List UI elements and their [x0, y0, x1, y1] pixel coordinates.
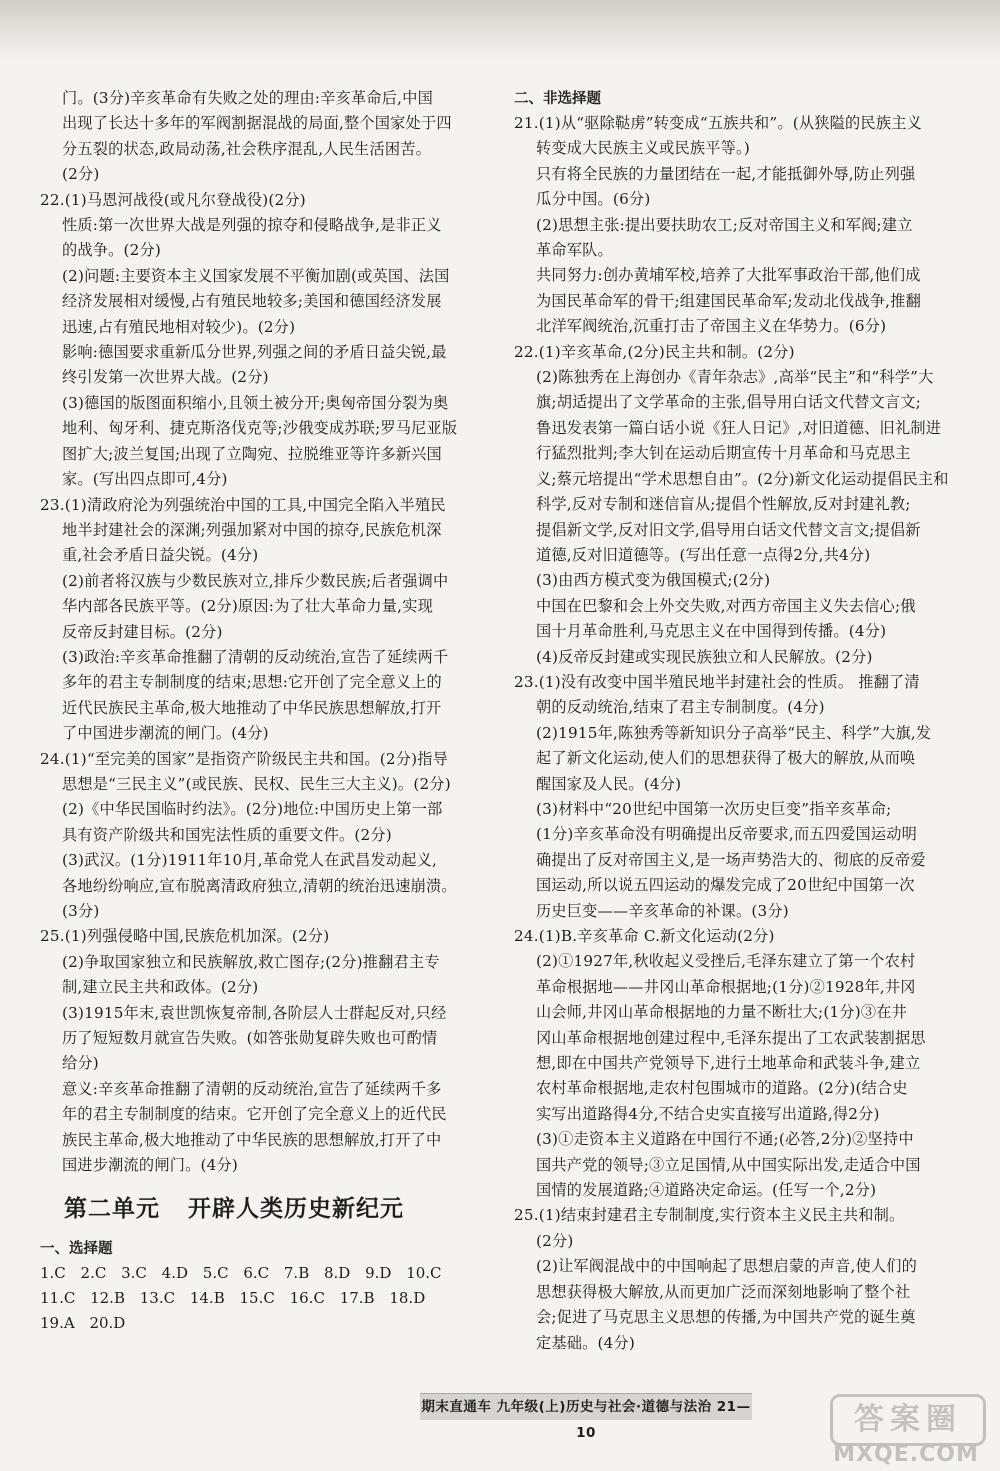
non-mc-heading: 二、非选择题: [514, 90, 601, 107]
answer-line: (2)①1927年,秋收起义受挫后,毛泽东建立了第一个农村: [536, 952, 916, 971]
answer-line: 了中国进步潮流的闸门。(4分): [62, 724, 269, 743]
left-column: [40, 86, 495, 1336]
answer-line: 25.(1)列强侵略中国,民族危机加深。(2分): [40, 927, 330, 946]
answer-line: 族民主革命,极大地推动了中华民族的思想解放,打开了中: [62, 1130, 442, 1149]
answer-line: (2)前者将汉族与少数民族对立,排斥少数民族;后者强调中: [62, 571, 449, 590]
answer-line: 国共产党的领导;③立足国情,从中国实际出发,走适合中国: [536, 1155, 921, 1174]
answer-line: 多年的君主专制制度的结束;思想:它开创了完全意义上的: [62, 673, 442, 692]
answer-line: 近代民族民主革命,极大地推动了中华民族思想解放,打开: [62, 698, 442, 717]
answer-line: (2)思想主张:提出要扶助农工;反对帝国主义和军阀;建立: [536, 215, 913, 234]
answer-line: 迅速,占有殖民地相对较少)。(2分): [62, 317, 296, 336]
answer-line: 性质:第一次世界大战是列强的掠夺和侵略战争,是非正义: [62, 216, 442, 235]
answer-line: (3)政治:辛亥革命推翻了清朝的反动统治,宣告了延续两千: [62, 647, 449, 666]
answer-line: (3)武汉。(1分)1911年10月,革命党人在武昌发动起义,: [62, 851, 438, 870]
answer-line: 道德,反对旧道德等。(写出任意一点得2分,共4分): [536, 545, 871, 564]
answer-line: 行猛烈批判;李大钊在运动后期宣传十月革命和马克思主: [536, 444, 911, 463]
left-answer-lines: [40, 86, 495, 1178]
answer-line: 分五裂的状态,政局动荡,社会秩序混乱,人民生活困苦。: [62, 139, 431, 158]
answer-line: 思想获得极大解放,从而更加广泛而深刻地影响了整个社: [536, 1282, 911, 1301]
answer-line: 22.(1)马恩河战役(或凡尔登战役)(2分): [40, 190, 306, 209]
answer-line: 23.(1)没有改变中国半殖民地半封建社会的性质。 推翻了清: [514, 672, 920, 691]
answer-line: 25.(1)结束封建君主专制制度,实行资本主义民主共和制。: [514, 1206, 905, 1225]
answer-line: (2)争取国家独立和民族解放,救亡图存;(2分)推翻君主专: [62, 952, 440, 971]
answer-line: 冈山革命根据地创建过程中,毛泽东提出了工农武装割据思: [536, 1028, 926, 1047]
answer-line: 重,社会矛盾日益尖锐。(4分): [62, 546, 259, 565]
answer-line: 朝的反动统治,结束了君主专制制度。(4分): [536, 698, 825, 717]
answer-line: 定基础。(4分): [536, 1333, 636, 1352]
answer-line: 反帝反封建目标。(2分): [62, 622, 223, 641]
answer-line: 24.(1)“至完美的国家”是指资产阶级民主共和国。(2分)指导: [40, 749, 449, 768]
answer-line: 转变成大民族主义或民族平等。): [536, 139, 750, 158]
mc-answer-row: 11.C 12.B 13.C 14.B 15.C 16.C 17.B 18.D: [40, 1289, 426, 1308]
answer-line: 起了新文化运动,使人们的思想获得了极大的解放,从而唤: [536, 749, 916, 768]
answer-line: 国情的发展道路;④道路决定命运。(任写一个,2分): [536, 1181, 877, 1200]
answer-line: 22.(1)辛亥革命,(2分)民主共和制。(2分): [514, 342, 795, 361]
answer-line: (2)1915年,陈独秀等新知识分子高举“民主、科学”大旗,发: [536, 723, 932, 742]
answer-line: (3)1915年末,袁世凯恢复帝制,各阶层人士群起反对,只经: [62, 1003, 447, 1022]
answer-line: (3)①走资本主义道路在中国行不通;(必答,2分)②坚持中: [536, 1130, 914, 1149]
answer-line: (2)问题:主要资本主义国家发展不平衡加剧(或英国、法国: [62, 266, 450, 285]
mc-answer-row: 1.C 2.C 3.C 4.D 5.C 6.C 7.B 8.D 9.D 10.C: [40, 1264, 442, 1283]
answer-line: 出现了长达十多年的军阀割据混战的局面,整个国家处于四: [62, 114, 452, 133]
answer-line: 科学,反对专制和迷信盲从;提倡个性解放,反对封建礼教;: [536, 495, 911, 514]
answer-line: 具有资产阶级共和国宪法性质的重要文件。(2分): [62, 825, 392, 844]
answer-line: 年的君主专制制度的结束。它开创了完全意义上的近代民: [62, 1105, 447, 1124]
answer-line: 21.(1)从“驱除鞑虏”转变成“五族共和”。(从狭隘的民族主义: [514, 114, 922, 132]
answer-line: 意义:辛亥革命推翻了清朝的反动统治,宣告了延续两千多: [62, 1079, 442, 1098]
answer-line: 瓜分中国。(6分): [536, 190, 651, 209]
answer-line: 地利、匈牙利、捷克斯洛伐克等;沙俄变成苏联;罗马尼亚版: [62, 419, 458, 438]
mc-answers: [40, 1261, 495, 1336]
answer-line: (2分): [62, 165, 100, 184]
answer-line: 经济发展相对缓慢,占有殖民地较多;美国和德国经济发展: [62, 292, 442, 311]
answer-line: 国十月革命胜利,马克思主义在中国得到传播。(4分): [536, 622, 887, 641]
answer-line: 会;促进了马克思主义思想的传播,为中国共产党的诞生奠: [536, 1308, 916, 1327]
unit-title: [64, 1192, 495, 1226]
answer-line: 鲁迅发表第一篇白话小说《狂人日记》,对旧道德、旧礼制进: [536, 418, 942, 437]
watermark-site: MXQE.COM: [833, 1442, 979, 1467]
answer-line: 中国在巴黎和会上外交失败,对西方帝国主义失去信心;俄: [536, 596, 916, 615]
unit-title-number: 第二单元: [64, 1196, 160, 1223]
answer-line: 门。(3分)辛亥革命有失败之处的理由:辛亥革命后,中国: [62, 89, 433, 107]
answer-line: 思想是“三民主义”(或民族、民权、民生三大主义)。(2分): [62, 774, 451, 793]
watermark-badge: 答案圈: [830, 1394, 986, 1446]
unit-title-name: 开辟人类历史新纪元: [188, 1196, 404, 1223]
answer-line: (2)《中华民国临时约法》。(2分)地位:中国历史上第一部: [62, 800, 443, 819]
answer-line: 北洋军阀统治,沉重打击了帝国主义在华势力。(6分): [536, 317, 887, 336]
answer-line: 革命根据地——井冈山革命根据地;(1分)②1928年,井冈: [536, 977, 916, 996]
answer-line: 义;蔡元培提出“学术思想自由”。(2分)新文化运动提倡民主和: [536, 469, 949, 488]
answer-line: (4)反帝反封建或实现民族独立和人民解放。(2分): [536, 647, 873, 666]
right-column: [514, 86, 970, 1356]
answer-line: 给分): [62, 1054, 99, 1073]
answer-line: (1分)辛亥革命没有明确提出反帝要求,而五四爱国运动明: [536, 825, 918, 844]
answer-line: 的战争。(2分): [62, 241, 162, 260]
answer-line: 为国民革命军的骨干;组建国民革命军;发动北伐战争,推翻: [536, 291, 921, 310]
answer-line: 共同努力:创办黄埔军校,培养了大批军事政治干部,他们成: [536, 266, 921, 285]
answer-line: 山会师,井冈山革命根据地的力量不断壮大;(1分)③在井: [536, 1003, 907, 1022]
answer-line: (3分): [62, 902, 100, 920]
answer-line: 23.(1)清政府沦为列强统治中国的工具,中国完全陷入半殖民: [40, 495, 446, 514]
right-answer-lines: [514, 111, 970, 1356]
answer-line: 国运动,所以说五四运动的爆发完成了20世纪中国第一次: [536, 876, 915, 895]
answer-line: (2)陈独秀在上海创办《青年杂志》,高举“民主”和“科学”大: [536, 368, 934, 387]
answer-line: 醒国家及人民。(4分): [536, 774, 682, 793]
answer-line: 各地纷纷响应,宣布脱离清政府独立,清朝的统治迅速崩溃。: [62, 876, 457, 895]
mc-answer-row: 19.A 20.D: [40, 1314, 126, 1333]
answer-line: 提倡新文学,反对旧文学,倡导用白话文代替文言文;提倡新: [536, 520, 921, 539]
answer-line: 历了短短数月就宣告失败。(如答张勋复辟失败也可酌情: [62, 1029, 438, 1048]
answer-line: 农村革命根据地,走农村包围城市的道路。(2分)(结合史: [536, 1079, 908, 1098]
page-footer: 期末直通车 九年级(上)历史与社会·道德与法治 21—10: [420, 1393, 752, 1420]
mc-heading: 一、选择题: [40, 1240, 113, 1258]
answer-line: 影响:德国要求重新瓜分世界,列强之间的矛盾日益尖锐,最: [62, 343, 447, 362]
answer-line: 确提出了反对帝国主义,是一场声势浩大的、彻底的反帝爱: [536, 850, 926, 869]
answer-line: 图扩大;波兰复国;出现了立陶宛、拉脱维亚等许多新兴国: [62, 444, 442, 463]
answer-line: 历史巨变——辛亥革命的补课。(3分): [536, 901, 789, 920]
answer-line: 地半封建社会的深渊;列强加紧对中国的掠夺,民族危机深: [62, 520, 442, 539]
answer-line: 想,即在中国共产党领导下,进行土地革命和武装斗争,建立: [536, 1054, 921, 1073]
answer-line: (3)德国的版图面积缩小,且领土被分开;奥匈帝国分裂为奥: [62, 393, 449, 412]
answer-line: 只有将全民族的力量团结在一起,才能抵御外辱,防止列强: [536, 164, 916, 183]
answer-line: 家。(写出四点即可,4分): [62, 470, 228, 489]
answer-line: 国进步潮流的闸门。(4分): [62, 1156, 238, 1175]
answer-line: 实写出道路得4分,不结合史实直接写出道路,得2分): [536, 1104, 880, 1123]
answer-line: 终引发第一次世界大战。(2分): [62, 368, 269, 387]
answer-line: (2)让军阀混战中的中国响起了思想启蒙的声音,使人们的: [536, 1257, 918, 1276]
answer-line: 华内部各民族平等。(2分)原因:为了壮大革命力量,实现: [62, 597, 433, 616]
answer-line: (3)材料中“20世纪中国第一次历史巨变”指辛亥革命;: [536, 799, 892, 818]
answer-line: 旗;胡适提出了文学革命的主张,倡导用白话文代替文言文;: [536, 393, 921, 412]
answer-line: (2分): [536, 1231, 574, 1250]
scan-top-band: [0, 0, 1000, 62]
answer-line: (3)由西方模式变为俄国模式;(2分): [536, 571, 771, 590]
watermark-logo: [818, 1392, 994, 1470]
answer-line: 革命军队。: [536, 241, 613, 260]
answer-line: 24.(1)B.辛亥革命 C.新文化运动(2分): [514, 927, 775, 945]
answer-line: 制,建立民主共和政体。(2分): [62, 978, 259, 997]
